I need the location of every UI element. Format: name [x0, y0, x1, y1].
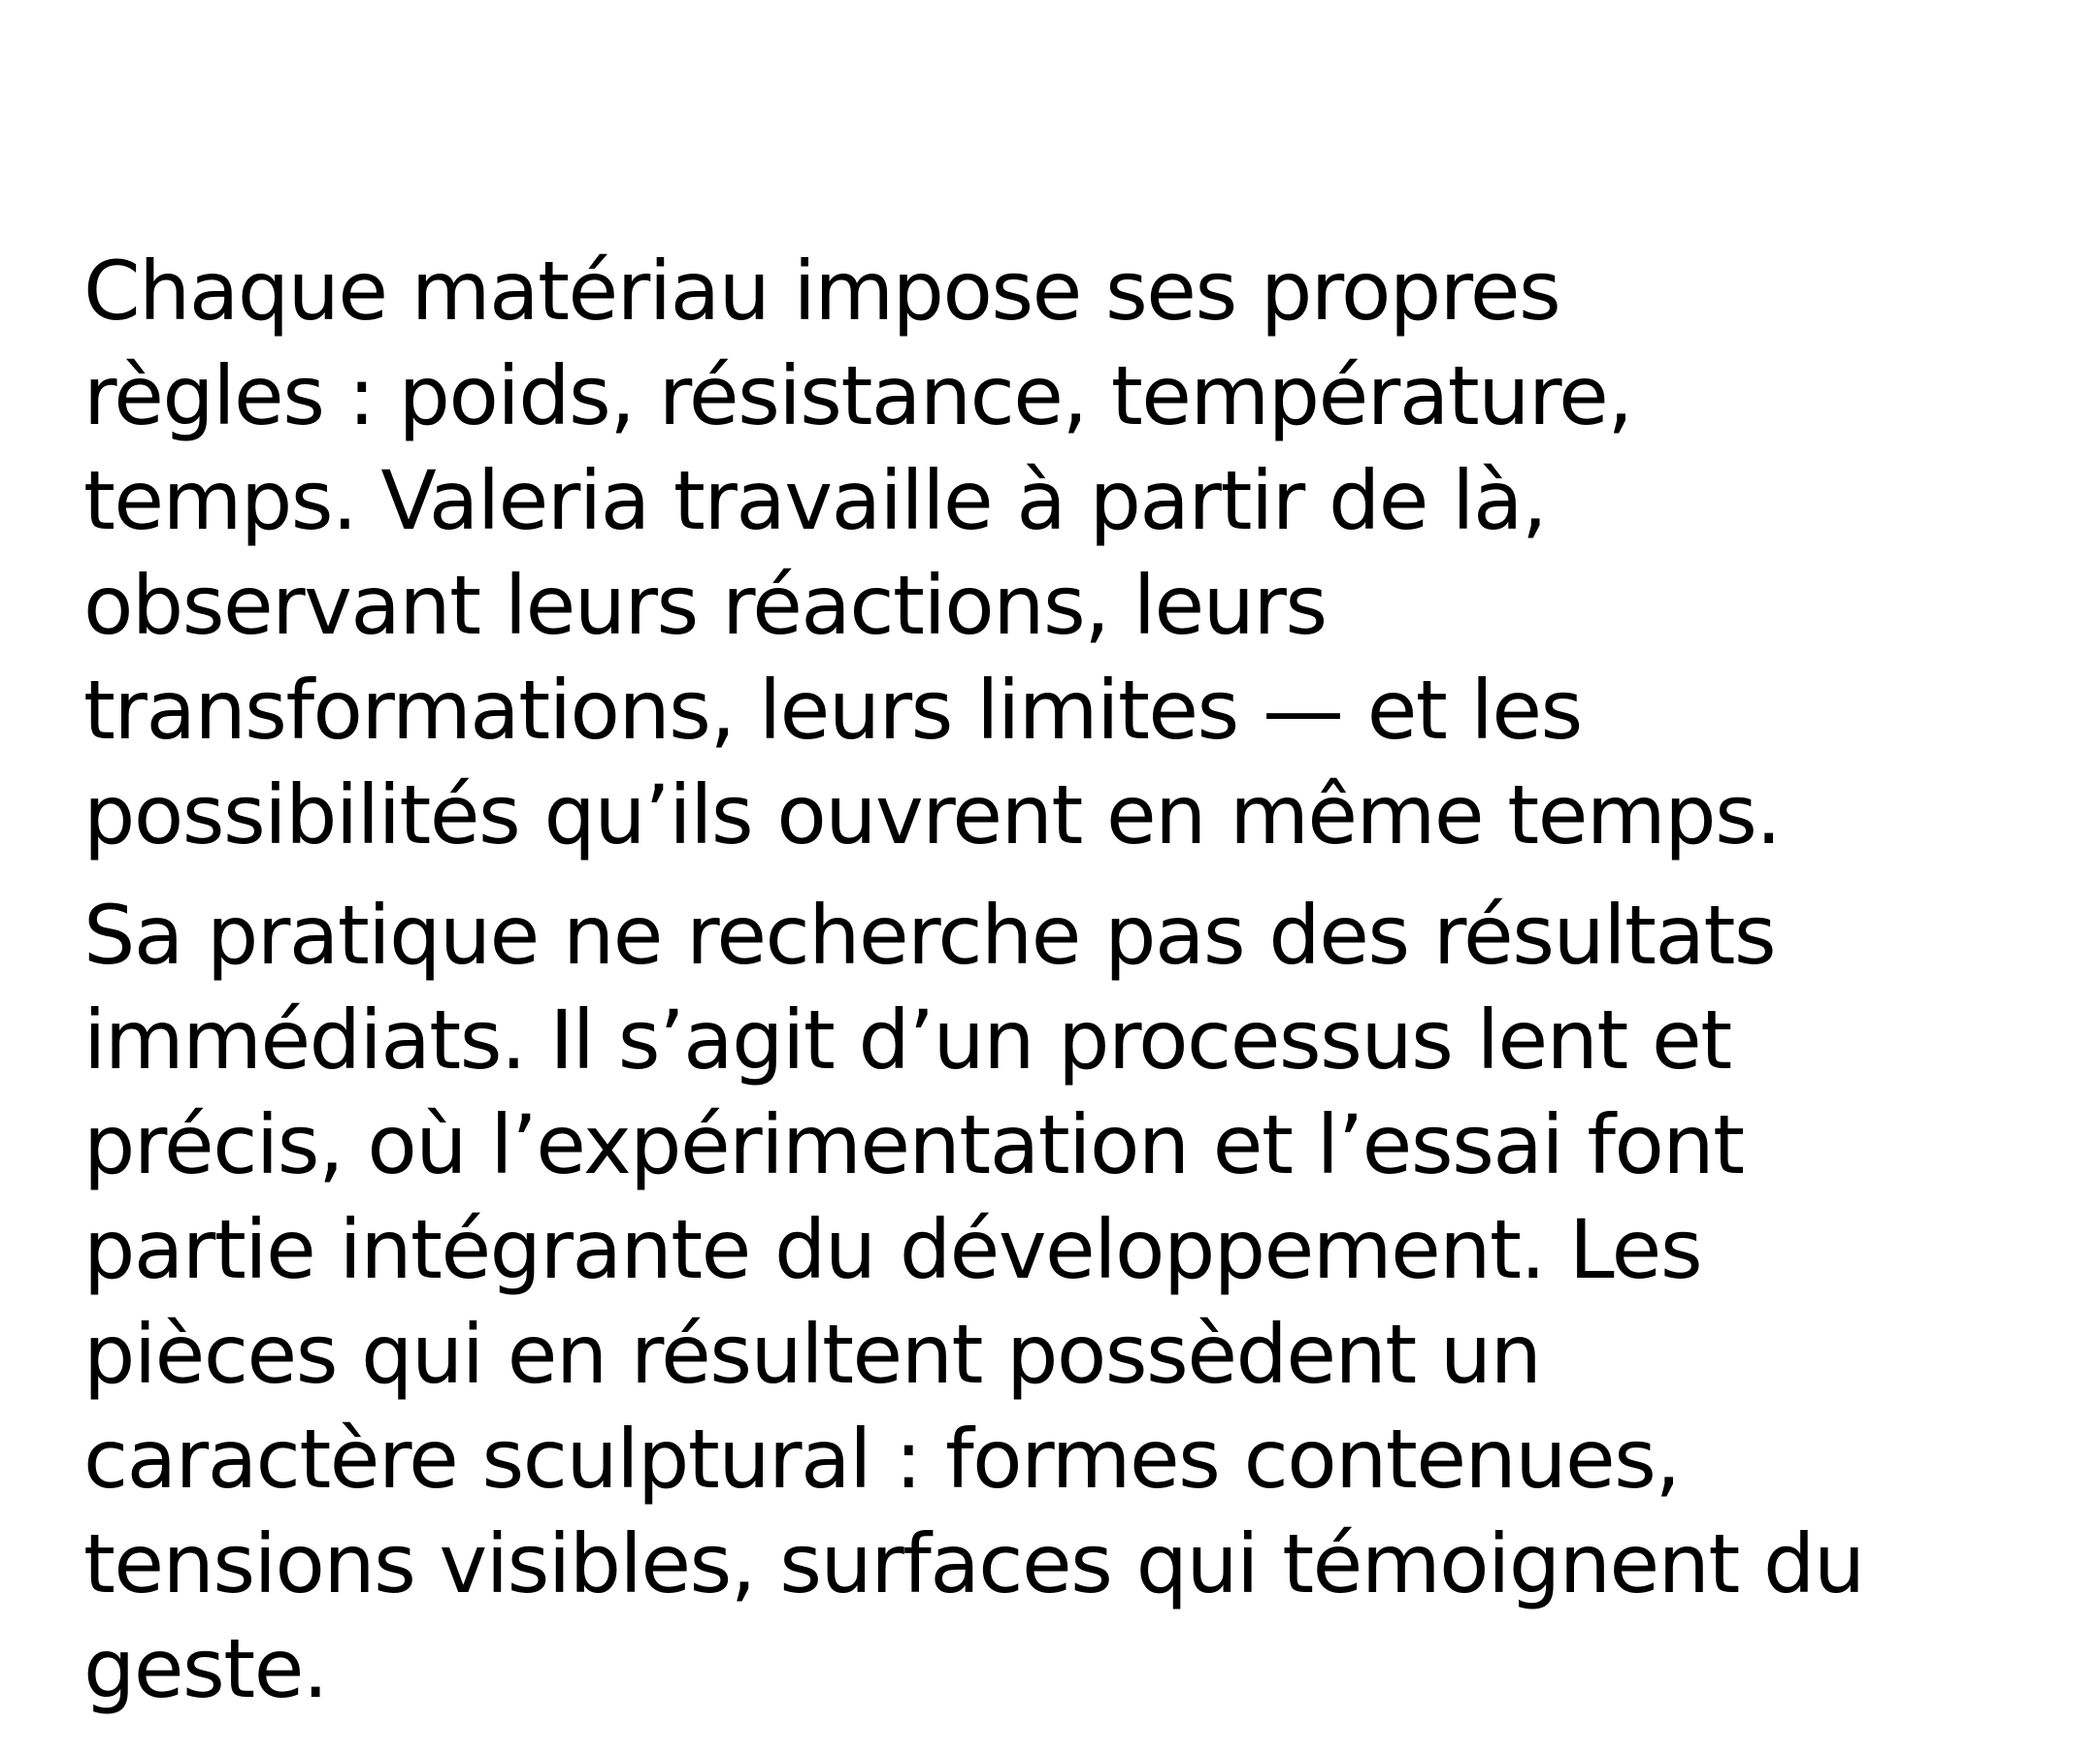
paragraph-practice	[83, 883, 2083, 1721]
text-line: caractère sculptural : formes contenues,	[83, 1412, 1680, 1507]
text-line: Chaque matériau impose ses propres	[83, 244, 1560, 339]
text-line: tensions visibles, surfaces qui témoignent du	[83, 1516, 1864, 1611]
text-line: temps. Valeria travaille à partir de là,	[83, 453, 1547, 548]
text-line: geste.	[83, 1621, 328, 1716]
text-line: possibilités qu’ils ouvrent en même temps.	[83, 767, 1781, 862]
text-line: observant leurs réactions, leurs	[83, 558, 1327, 653]
text-line: transformations, leurs limites — et les	[83, 663, 1582, 758]
text-line: règles : poids, résistance, température,	[83, 348, 1632, 443]
text-line: partie intégrante du développement. Les	[83, 1202, 1702, 1297]
text-line: immédiats. Il s’agit d’un processus lent et	[83, 992, 1731, 1088]
paragraph-materials	[83, 239, 2083, 867]
text-line: pièces qui en résultent possèdent un	[83, 1307, 1541, 1402]
article-body	[83, 239, 2083, 1721]
text-line: précis, où l’expérimentation et l’essai font	[83, 1097, 1744, 1192]
text-line: Sa pratique ne recherche pas des résultats	[83, 888, 1776, 983]
